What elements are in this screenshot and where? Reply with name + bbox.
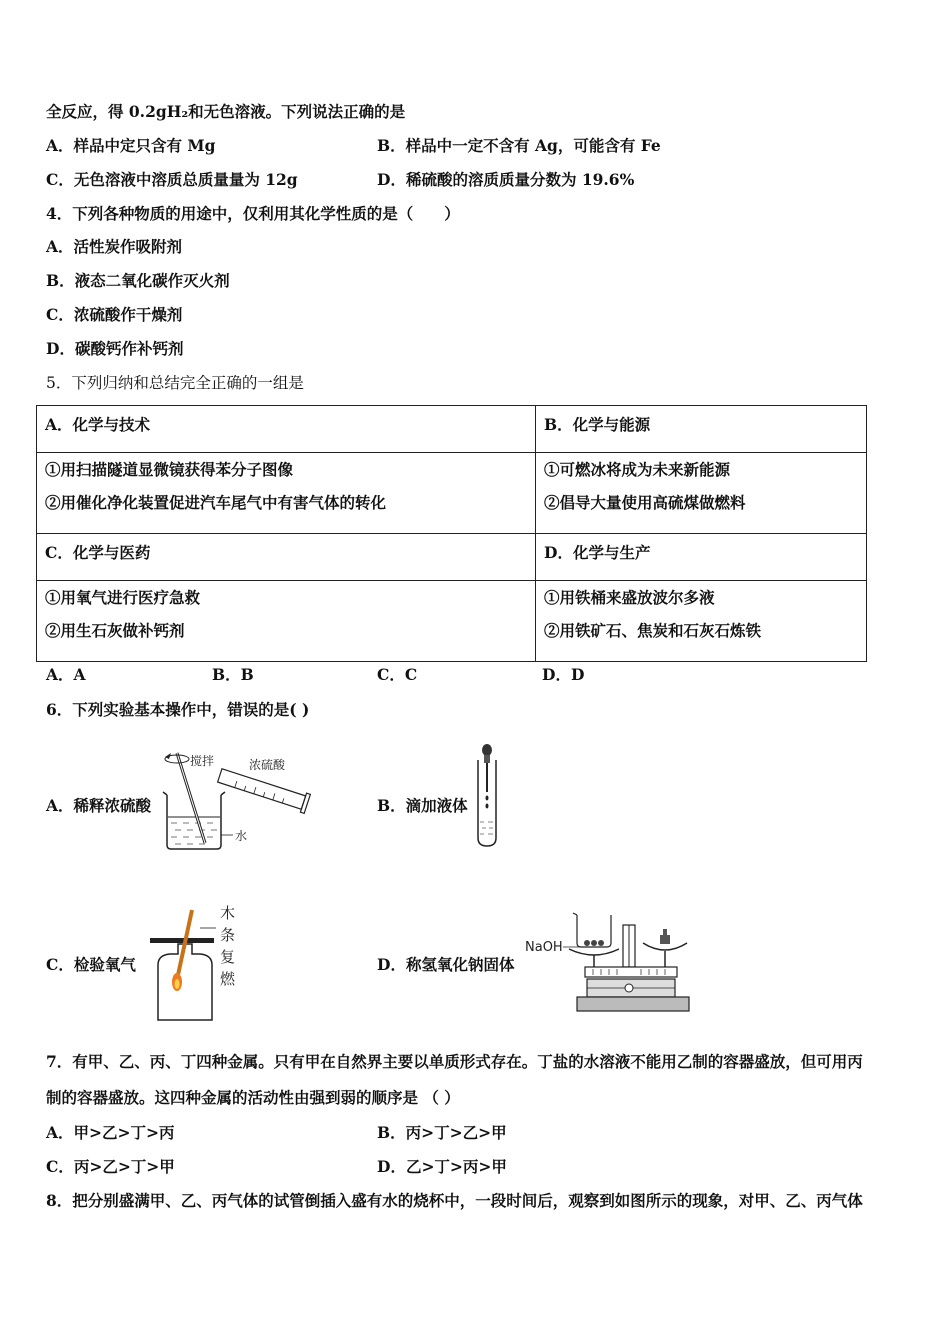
q5-cell-a-head: A．化学与技术: [37, 406, 536, 453]
q4-option-d[interactable]: D．碳酸钙作补钙剂: [46, 339, 184, 358]
q3-option-b[interactable]: B．样品中一定不含有 Ag，可能含有 Fe: [377, 136, 661, 155]
splint-label-4: 燃: [220, 970, 236, 988]
q5-b-item-1: ①可燃冰将成为未来新能源: [544, 460, 731, 479]
q5-option-d[interactable]: D．D: [542, 665, 585, 684]
dropper-figure: [468, 742, 508, 852]
q7-option-d[interactable]: D．乙>丁>丙>甲: [377, 1157, 507, 1176]
q5-b-item-2: ②倡导大量使用高硫煤做燃料: [544, 493, 746, 512]
q7-option-b[interactable]: B．丙>丁>乙>甲: [377, 1123, 507, 1142]
q3-option-c[interactable]: C．无色溶液中溶质总质量量为 12g: [46, 170, 298, 189]
balance-figure: [525, 905, 695, 1023]
q5-a-item-1: ①用扫描隧道显微镜获得苯分子图像: [45, 460, 294, 479]
q5-option-c[interactable]: C．C: [377, 665, 418, 684]
naoh-label: NaOH: [525, 940, 563, 955]
q8-stem: 8．把分别盛满甲、乙、丙气体的试管倒插入盛有水的烧杯中，一段时间后，观察到如图所示的现象，对甲、乙、丙气体: [46, 1191, 863, 1210]
q6-option-c[interactable]: C．检验氧气: [46, 955, 136, 974]
q7-option-a[interactable]: A．甲>乙>丁>丙: [46, 1123, 175, 1142]
q4-option-b[interactable]: B．液态二氧化碳作灭火剂: [46, 271, 230, 290]
splint-label-1: 木: [220, 904, 236, 922]
splint-label-2: 条: [220, 926, 236, 944]
q6-option-a[interactable]: A．稀释浓硫酸: [46, 796, 152, 815]
q5-cell-a-body: [37, 453, 536, 534]
q3-option-d[interactable]: D．稀硫酸的溶质质量分数为 19.6%: [377, 170, 635, 189]
water-label: 水: [235, 829, 248, 843]
q5-cell-b-head: B．化学与能源: [536, 406, 867, 453]
q5-a-item-2: ②用催化净化装置促进汽车尾气中有害气体的转化: [45, 493, 387, 512]
q5-summary-table: [36, 405, 867, 662]
q7-stem-line-1: 7．有甲、乙、丙、丁四种金属。只有甲在自然界主要以单质形式存在。丁盐的水溶液不能用乙制的容器盛放，但可用丙: [46, 1052, 863, 1071]
q5-cell-c-body: [37, 581, 536, 662]
q5-option-a[interactable]: A．A: [46, 665, 86, 684]
q5-d-item-1: ①用铁桶来盛放波尔多液: [544, 588, 715, 607]
q4-stem: 4．下列各种物质的用途中，仅利用其化学性质的是（ ）: [46, 204, 460, 223]
q3-intro: 全反应，得 0.2gH₂和无色溶液。下列说法正确的是: [46, 102, 406, 121]
oxygen-test-figure: [140, 900, 250, 1025]
stir-label: 搅拌: [190, 754, 215, 768]
q5-c-item-2: ②用生石灰做补钙剂: [45, 621, 185, 640]
q6-option-b[interactable]: B．滴加液体: [377, 796, 468, 815]
q5-d-item-2: ②用铁矿石、焦炭和石灰石炼铁: [544, 621, 762, 640]
q5-stem: 5．下列归纳和总结完全正确的一组是: [46, 374, 304, 392]
q5-c-item-1: ①用氧气进行医疗急救: [45, 588, 201, 607]
q4-option-c[interactable]: C．浓硫酸作干燥剂: [46, 305, 183, 324]
acid-label: 浓硫酸: [249, 758, 286, 772]
q6-option-d[interactable]: D．称氢氧化钠固体: [377, 955, 515, 974]
splint-label-3: 复: [220, 948, 236, 966]
q4-option-a[interactable]: A．活性炭作吸附剂: [46, 237, 183, 256]
q5-cell-b-body: [536, 453, 867, 534]
q5-cell-c-head: C．化学与医药: [37, 534, 536, 581]
dilute-acid-figure: [155, 745, 315, 855]
q7-option-c[interactable]: C．丙>乙>丁>甲: [46, 1157, 175, 1176]
q7-stem-line-2: 制的容器盛放。这四种金属的活动性由强到弱的顺序是 （ ）: [46, 1088, 460, 1107]
q5-option-b[interactable]: B．B: [212, 665, 254, 684]
q5-cell-d-head: D．化学与生产: [536, 534, 867, 581]
q5-cell-d-body: [536, 581, 867, 662]
q3-option-a[interactable]: A．样品中定只含有 Mg: [46, 136, 216, 155]
q6-stem: 6．下列实验基本操作中，错误的是( ): [46, 700, 310, 719]
